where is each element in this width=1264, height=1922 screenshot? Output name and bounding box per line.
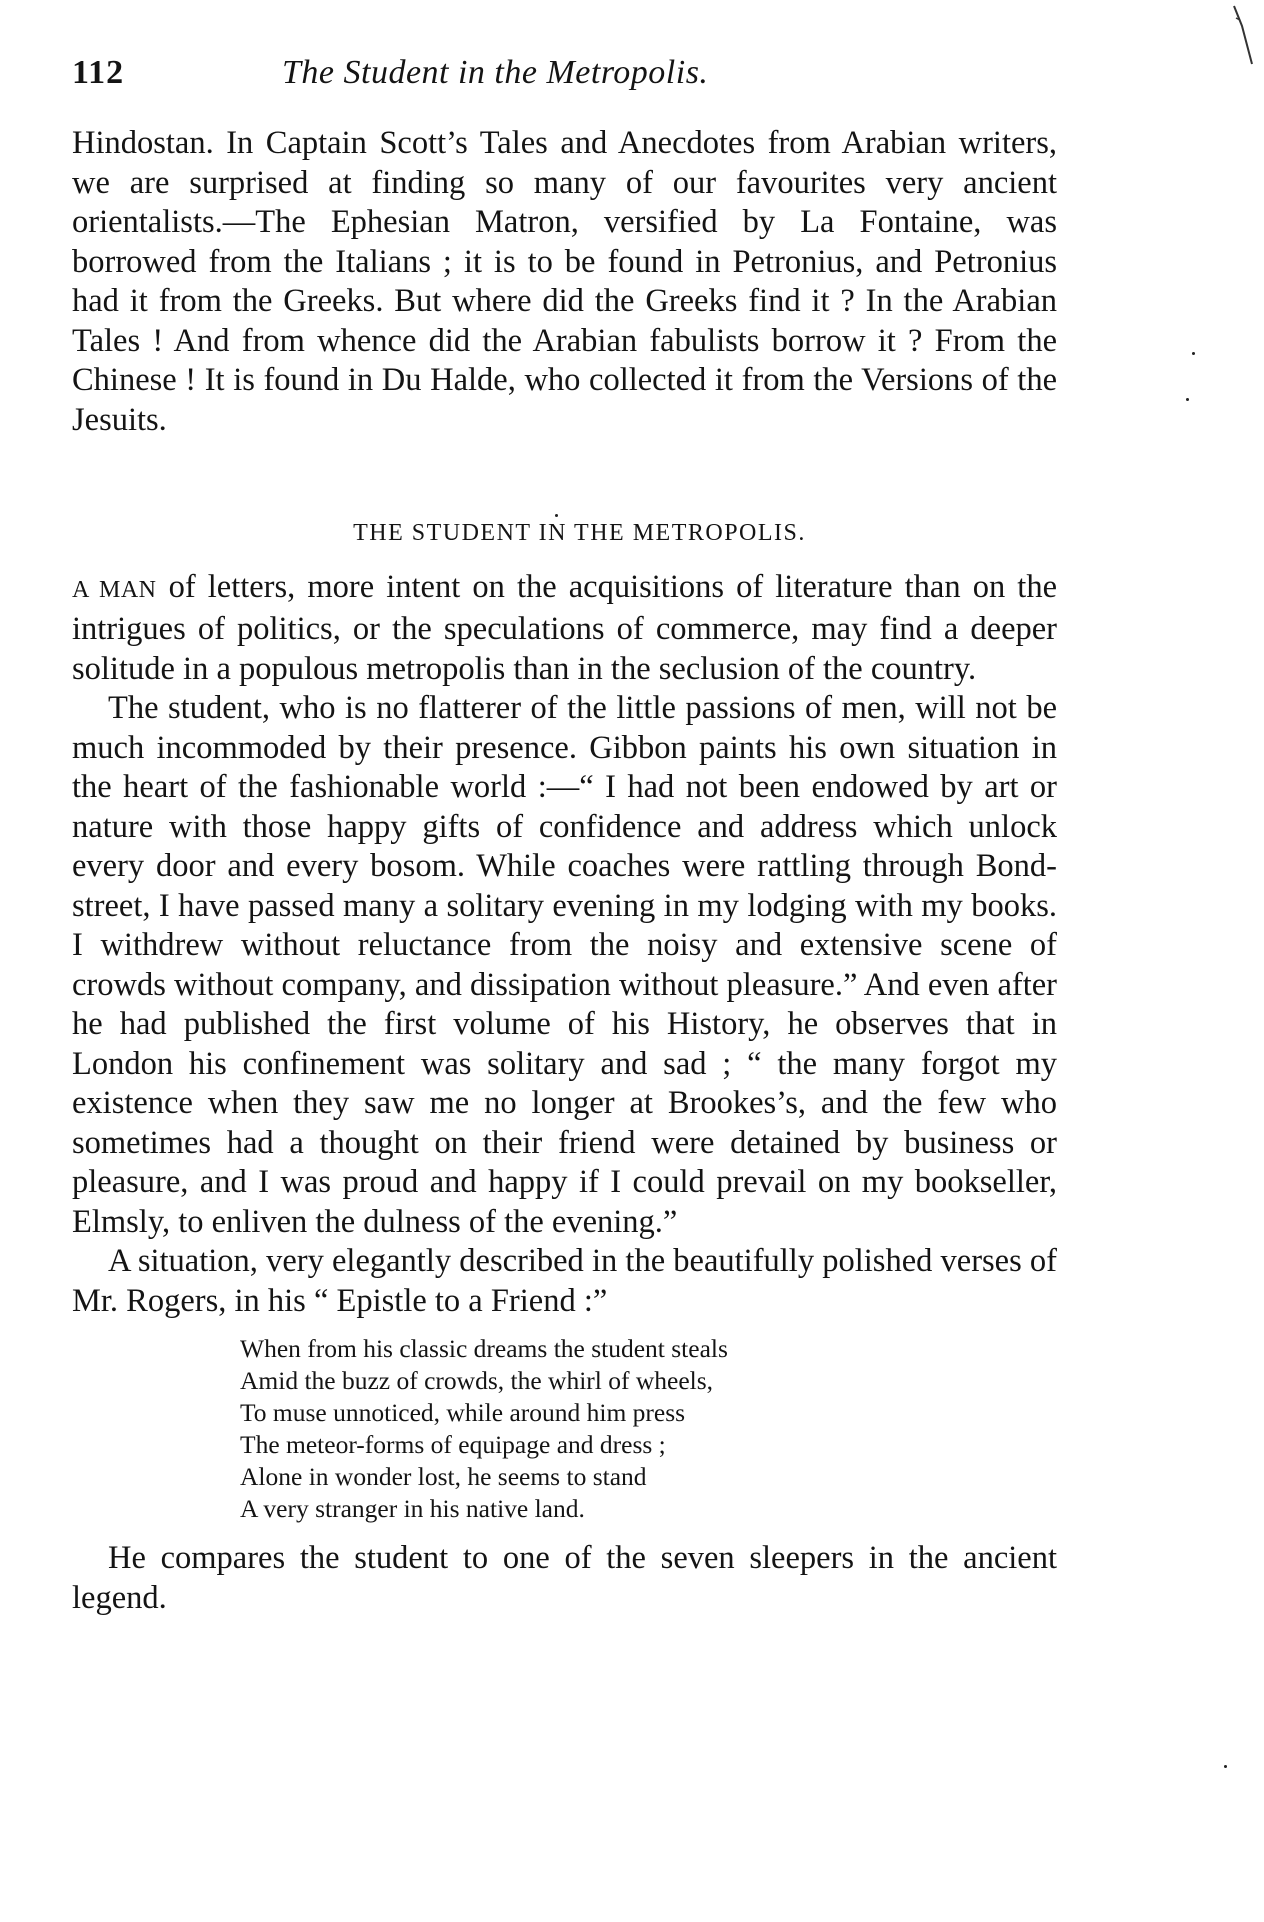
poem-line: To muse unnoticed, while around him press bbox=[240, 1398, 686, 1427]
paragraph-gibbon: The student, who is no flatterer of the little passions of men, will not be much incommoded by their presence. Gibbon paints his own situation in the heart of the fashionable world :—“ I had not been endowed by art or nature with those happy gifts of confidence and address which unlock every door and every bosom. While coaches were rattling through Bond-street, I have passed many a solitary evening in my lodging with my books. I withdrew without reluctance from the noisy and extensive scene of crowds without company, and dissipation without pleasure.” And even after he had published the first volume of his History, he observes that in London his confinement was solitary and sad ; “ the many forgot my existence when they saw me no longer at Brookes’s, and the few who sometimes had a thought on their friend were detained by business or pleasure, and I was proud and happy if I could prevail on my bookseller, Elmsly, to enliven the dulness of the evening.” bbox=[72, 690, 1057, 1240]
body-text bbox=[72, 124, 1057, 1618]
paragraph-man-of-letters bbox=[72, 568, 1057, 690]
page-header bbox=[72, 40, 1057, 92]
paragraph-rogers: A situation, very elegantly described in the beautifully polished verses of Mr. Rogers, in his “ Epistle to a Friend :” bbox=[72, 1243, 1057, 1319]
poem-line: Amid the buzz of crowds, the whirl of wheels, bbox=[240, 1366, 714, 1395]
book-page bbox=[72, 40, 1057, 1618]
poem-line: A very stranger in his native land. bbox=[240, 1494, 585, 1523]
poem-quotation bbox=[240, 1333, 1057, 1525]
running-title: The Student in the Metropolis. bbox=[282, 54, 709, 91]
margin-speck bbox=[1192, 352, 1195, 355]
poem-line: Alone in wonder lost, he seems to stand bbox=[240, 1462, 647, 1491]
section-heading: THE STUDENT IN THE METROPOLIS. bbox=[353, 520, 806, 546]
margin-speck bbox=[1224, 1765, 1227, 1768]
paragraph-hindostan: Hindostan. In Captain Scott’s Tales and Anecdotes from Arabian writers, we are surprised at finding so many of our favourites very ancient orientalists.—The Ephesian Matron, versified by La Fontaine, was borrowed from the Italians ; it is to be found in Petronius, and Petronius had it from the Greeks. But where did the Greeks find it ? In the Arabian Tales ! And from whence did the Arabian fabulists borrow it ? From the Chinese ! It is found in Du Halde, who collected it from the Versions of the Jesuits. bbox=[72, 125, 1057, 438]
paragraph-lead-words: A MAN bbox=[72, 576, 157, 603]
paragraph-text: of letters, more intent on the acquisitions of literature than on the intrigues of politics, or the speculations of commerce, may find a deeper solitude in a populous metropolis than in the seclusion of the country. bbox=[72, 568, 1057, 687]
poem-line: The meteor-forms of equipage and dress ; bbox=[240, 1430, 666, 1459]
paragraph-seven-sleepers: He compares the student to one of the seven sleepers in the ancient legend. bbox=[72, 1540, 1057, 1616]
page-number: 112 bbox=[72, 54, 125, 91]
margin-mark bbox=[1232, 4, 1256, 74]
margin-speck bbox=[1186, 398, 1189, 401]
poem-line: When from his classic dreams the student steals bbox=[240, 1334, 728, 1363]
